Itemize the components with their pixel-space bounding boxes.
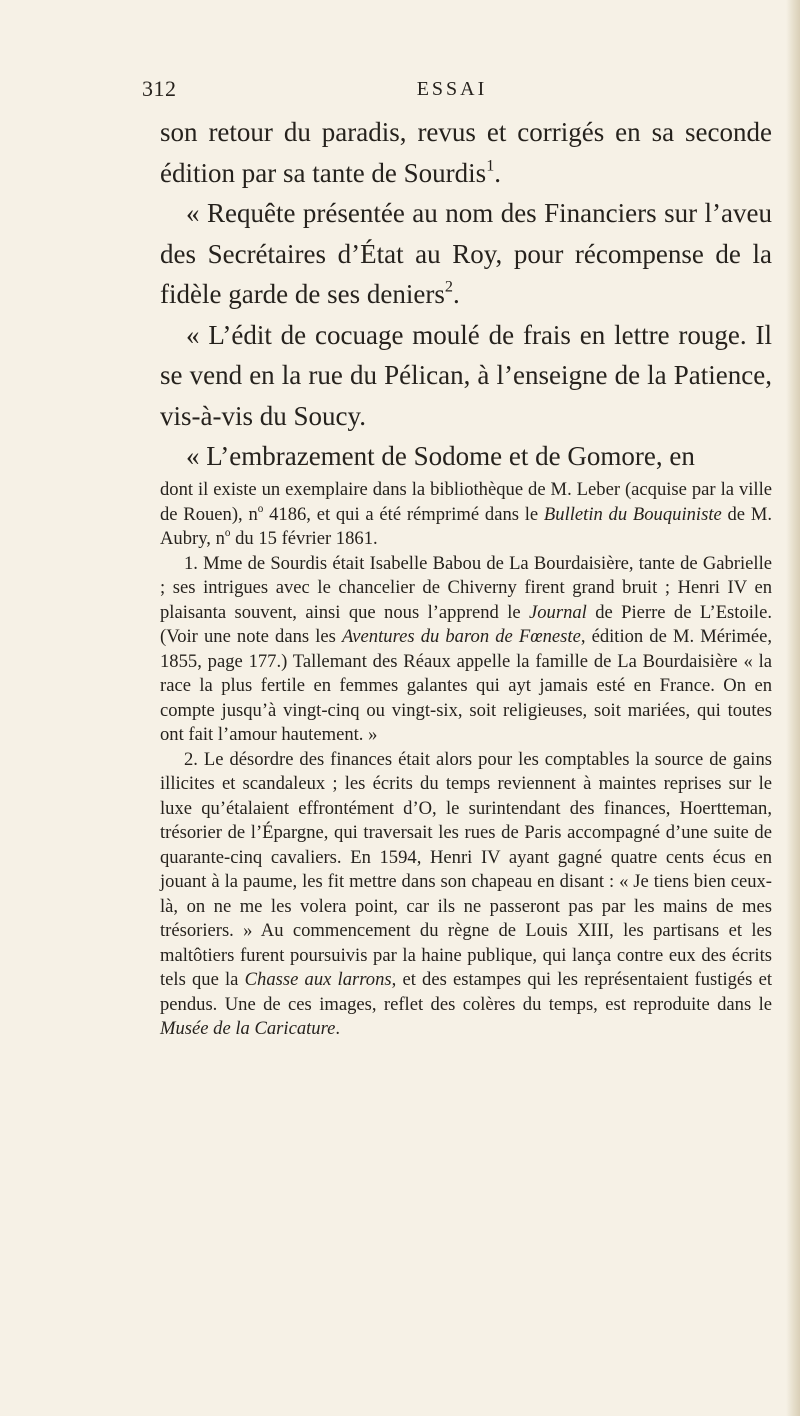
footnote-continuation: dont il existe un exemplaire dans la bibliothèque de M. Leber (acquise par la ville de Rouen), $n^o$ 4186, et qui a été rémprimé dans le Bulletin du Bouquiniste de M. Aubry, $n^o$ du 15 février 1861. <box>160 479 773 549</box>
main-paragraph-4: « L’embrazement de Sodome et de Gomore, en <box>186 441 695 471</box>
main-paragraph-3: « L’édit de cocuage moulé de frais en lettre rouge. Il se vend en la rue du Pélican, à l’enseigne de la Patience, vis-à-vis du Soucy. <box>160 319 772 431</box>
italic-title: Aventures du baron de Fœneste <box>341 626 581 647</box>
italic-title: Journal <box>529 601 587 623</box>
running-head: ESSAI <box>416 78 488 100</box>
main-paragraph-1: son retour du paradis, revus et corrigés en sa seconde édition par sa tante de Sourdis$^1$. <box>160 117 772 188</box>
footnote-2: 2. Le désordre des finances était alors pour les comptables la source de gains illicites et scandaleux ; les écrits du temps reviennent à maintes reprises sur le luxe qu’étalaient effrontément d’O, le surintendant des finances, Hoertteman, trésorier de l’Épargne, qui traversait les rues de Paris accompagné d’une suite de quarante-cinq cavaliers. En 1594, Henri IV ayant gagné quatre cents écus en jouant à la paume, les fit mettre dans son chapeau en disant : « Je tiens bien ceux-là, on ne me les volera point, car ils ne passeront pas par les mains de mes trésoriers. » Au commencement du règne de Louis XIII, les partisans et les maltôtiers furent poursuivis par la haine publique, qui lança contre eux des écrits tels que la Chasse aux larrons, et des estampes qui les représentaient fustigés et pendus. Une de ces images, reflet des colères du temps, est reproduite dans le Musée de la Caricature. <box>160 748 772 1039</box>
main-text <box>160 112 772 477</box>
main-paragraph-2: « Requête présentée au nom des Financiers sur l’aveu des Secrétaires d’État au Roy, pour récompense de la fidèle garde de ses deniers$^2$. <box>160 198 772 309</box>
italic-title: Chasse aux larrons <box>244 969 392 990</box>
page-edge-shadow <box>786 0 800 1416</box>
italic-title: Musée de la Caricature <box>160 1018 336 1039</box>
footnote-ref-1: 1 <box>486 156 495 175</box>
footnote-ref-2: 2 <box>444 277 453 296</box>
italic-title: Bulletin du Bouquiniste <box>543 503 722 525</box>
page-header <box>142 76 762 106</box>
page-number: 312 <box>142 76 177 101</box>
footnote-1: 1. Mme de Sourdis était Isabelle Babou de La Bourdaisière, tante de Gabrielle ; ses intrigues avec le chancelier de Chiverny firent grand bruit ; Henri IV en plaisanta souvent, ainsi que nous l’apprend le Journal de Pierre de L’Estoile. (Voir une note dans les Aventures du baron de Fœneste, édition de M. Mérimée, 1855, page 177.) Tallemant des Réaux appelle la famille de La Bourdaisière « la race la plus fertile en femmes galantes qui ayt jamais esté en France. On en compte jusqu’à vingt-cinq ou vingt-six, soit religieuses, soit mariées, qui toutes ont fait l’amour hautement. » <box>160 552 772 745</box>
footnotes <box>160 478 772 1042</box>
